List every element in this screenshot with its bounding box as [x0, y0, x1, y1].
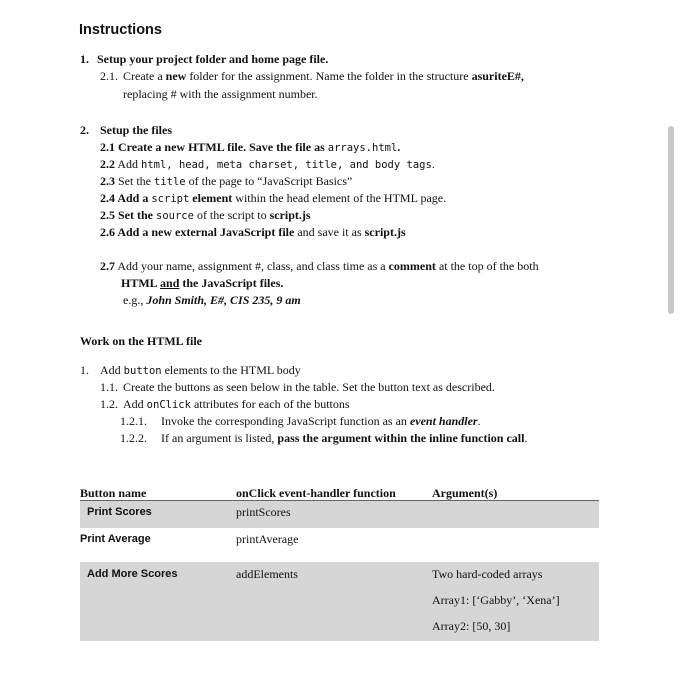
step-2-7-example: e.g., John Smith, E#, CIS 235, 9 am [123, 293, 301, 307]
section-2-number: 2. [80, 123, 89, 137]
step-2-1-number: 2.1. [100, 69, 118, 83]
work-step-1-2-1: Invoke the corresponding JavaScript function as an event handler. [161, 414, 481, 428]
step-2-7-continuation: HTML and the JavaScript files. [121, 276, 284, 290]
step-2-2: 2.2 Add html, head, meta charset, title, and body tags. [100, 157, 435, 171]
work-step-1: Add button elements to the HTML body [100, 363, 301, 377]
step-2-7: 2.7 Add your name, assignment #, class, and class time as a comment at the top of the both [100, 259, 539, 273]
vertical-scrollbar-thumb[interactable] [668, 126, 674, 314]
section-2-title: Setup the files [100, 123, 172, 137]
step-2-1-continuation: replacing # with the assignment number. [123, 87, 318, 101]
table-cell-button-name: Print Scores [87, 506, 152, 518]
section-1-title: Setup your project folder and home page file. [97, 52, 329, 66]
page-title: Instructions [79, 22, 162, 38]
table-cell-function: printAverage [236, 532, 299, 546]
work-step-1-2: Add onClick attributes for each of the buttons [123, 397, 350, 411]
step-2-6: 2.6 Add a new external JavaScript file and save it as script.js [100, 225, 406, 239]
table-cell-button-name: Add More Scores [87, 568, 178, 580]
table-header-button-name: Button name [80, 486, 147, 500]
table-cell-button-name: Print Average [80, 533, 151, 545]
work-step-1-2-2-number: 1.2.2. [120, 431, 147, 445]
step-2-1-text: Create a new folder for the assignment. Name the folder in the structure asuriteE#, [123, 69, 524, 83]
work-step-1-1: Create the buttons as seen below in the table. Set the button text as described. [123, 380, 495, 394]
work-section-title: Work on the HTML file [80, 334, 203, 348]
step-2-5: 2.5 Set the source of the script to script.js [100, 208, 311, 222]
table-row-shading [80, 501, 599, 528]
work-step-1-1-number: 1.1. [100, 380, 118, 394]
step-2-4: 2.4 Add a script element within the head element of the HTML page. [100, 191, 447, 205]
work-step-1-number: 1. [80, 363, 89, 377]
table-header-function: onClick event-handler function [236, 486, 396, 500]
work-step-1-2-number: 1.2. [100, 397, 118, 411]
table-header-arguments: Argument(s) [432, 486, 498, 500]
table-cell-argument: Array1: [‘Gabby’, ‘Xena’] [432, 593, 560, 607]
section-1-number: 1. [80, 52, 89, 66]
table-cell-function: printScores [236, 505, 291, 519]
table-cell-argument: Two hard-coded arrays [432, 567, 543, 581]
step-2-3: 2.3 Set the title of the page to “JavaScript Basics” [100, 174, 353, 188]
step-2-1: 2.1 Create a new HTML file. Save the file as arrays.html. [100, 140, 401, 154]
work-step-1-2-1-number: 1.2.1. [120, 414, 147, 428]
work-step-1-2-2: If an argument is listed, pass the argument within the inline function call. [161, 431, 528, 445]
table-cell-argument: Array2: [50, 30] [432, 619, 511, 633]
table-cell-function: addElements [236, 567, 298, 581]
